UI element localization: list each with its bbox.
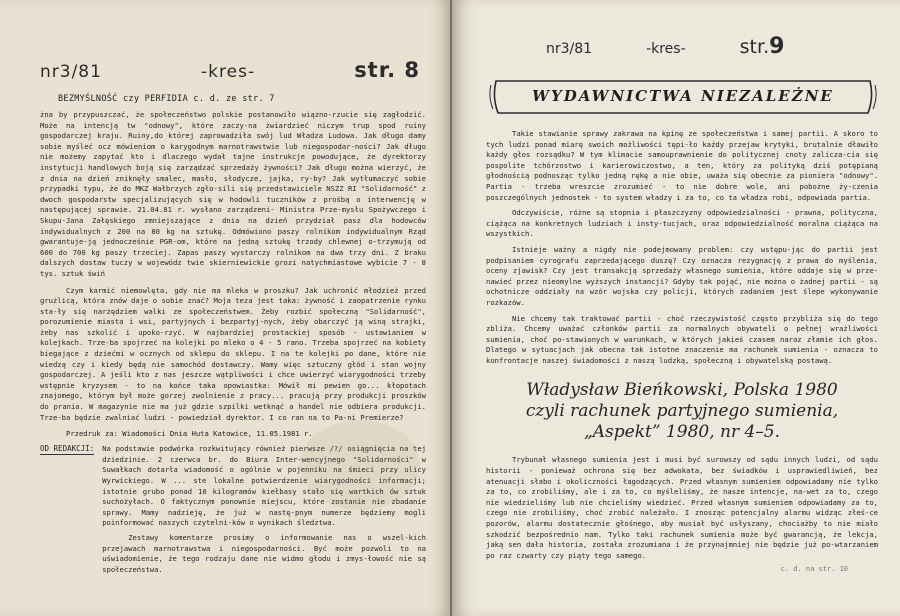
right-paragraph-4: Nie chcemy tak traktować partii - choć rzeczywistość często przybliża się do tego zbliża. Chcemy uważać członków partii za normalnych obywateli o pełnej wrażliwości sumienia, choć po-stawionych w warunkach, w których jakieś czasem naraz złamie ich głos. Dlatego w sytuacjach jak obecna tak istotne znaczenie ma rachunek sumienia - oznacza to konfrontacje naszej świadomości z naszą ludzką, społeczną i obywatelską postawą. (486, 313, 878, 365)
book-reference (486, 380, 878, 443)
magazine-title: -kres- (646, 41, 686, 57)
issue-number: nr3/81 (40, 62, 102, 82)
issue-number: nr3/81 (546, 41, 593, 57)
editorial-text: Na podstawie podwórka rozkwitujący również pierwsze /?/ osiągnięcia na tej dziedzinie. 2 czerwca br. do Biura Inter-wencyjnego "Solidarności" w Suwałkach dotarła wiadomość o ogólnie w pojenniku na śmieci przy ulicy Wyrwickiego. W ... ste lokalne potwierdzenie wiarygodności informacji; istotnie grubo ponad 10 kilogramów kiełbasy stało się wartkich ów sztuk suchożyłach. O faktycznym ponownie miejscu, które zostanie nie zbadanie sprawy. Mamy nadzieję, że już w nastę-pnym numerze będziemy mogli poinformować naszych czytelni-ków o wynikach śledztwa. (102, 444, 426, 528)
editorial-label: OD REDAKCJI: (40, 444, 95, 454)
magazine-title: -kres- (201, 62, 256, 82)
article-paragraph: Czym karmić niemowlęta, gdy nie ma mleka w proszku? Jak uchronić młodzież przed grużlicą, która znów daje o sobie znać? Moja teza jest taka: żywność i zaopatrzenie rynku sta-ły się narzędziem walki ze społeczeństwem. Żeby rozbić społeczną "Solidarność", porozumienie miasta i wsi, partyjnych i bezpartyj-nych, żeby obarczyć ją winą strajki, żeby nas szkolić i upoko-rzyć. W najbardziej prostackiej sposób - ustawianiem w kolejkach. Trze-ba spojrzeć na kolejki po mleko o 4 - 5 rano. Trzeba spojrzeć na kobiety biegające z dziećmi w ocznych od sklepu do sklepu. I na te kolejki po dane, które nie wiedzą czy i kiedy będą nie samochód dostawczy. Wamy więc sztuczny głód i stan wojny gospodarczej. A jeśli kto z nas jeszcze wątpliwości i chce uwierzyć wiarygodności trzeby wstępnie kryzysem - to na końce taka opowiastka: Mówił mi pewien go... kłopotach znajomego, którym był może gorzej zwolnienie z pracy... pracują przy produkcji proszków do prania. W magazynie nie ma już gdzie szpilki wetknąć a handel nie odbiera produkcji. Trze-ba będzie zwalniać ludzi - powiedział dyrektor. I co ran na to Pa-ni Premierze? (40, 285, 426, 422)
right-page (452, 0, 900, 616)
right-paragraph-2: Odczywiście, różne są stopnia i płaszczyzny odpowiedzialności - prawna, polityczna, ciążąca na konkretnych ludziach i insty-tucjach, oraz odpowiedzialność moralna ciążąca na wszystkich. (486, 208, 878, 239)
right-paragraph-5: Trybunał własnego sumienia jest i musi być surowszy od sądu innych ludzi, od sądu historii - ponieważ ochrona się bez adwokata, bez świadków i usprawiedliwień, bez atenuacji słabo i okoliczności łagodzących. Przed własnym sumieniem odpowiadamy nie tylko za to, co zrobiliśmy, ale i za to, co myśleliśmy, że nasze intencje, na-wet za to, czego nie wiedzieliśmy lub nie chcieliśmy wiedzieć. Przed własnym sumieniem odpowiadamy za to, czego nie zrobiliśmy, choć zrobić należało. I znosząc potencjalny alarmu widząc złeś-ce pozorów, alarmu dostatecznie głośnego, aby musiał być usłyszany, chociażby to nie miało szkodzić bezpośrednio nam. Tylko taki rachunek sumienia może być gwarancją, że lekcja, jaką sen dała historia, została zrozumiana i że przynajmniej nie będzie już po-wtarzaniem po raz czwarty czy piąty tego samego. (486, 455, 878, 560)
paper-stain (300, 420, 420, 510)
page-num: 9 (769, 34, 785, 59)
left-page-header (40, 58, 426, 82)
continued-note: c. d. na str. 10 (780, 565, 848, 574)
book-author-line: Władysław Bieńkowski, Polska 1980 (526, 380, 838, 401)
section-banner (488, 73, 878, 119)
source-citation: Przedruk za: Wiadomości Dnia Huta Katowice, 11.05.1981 r. (66, 429, 313, 439)
page-prefix: str. (739, 36, 770, 58)
right-page-header (486, 34, 878, 59)
article-body: żna by przypuszczać, że społeczeństwo polskie postanowiło wiązno-rzucie się zagłodzić. Może na intencją tw "odnowy", które zaczy-na żwiardzieć niczym trup spod ruiny gospodarczej kraju. Ruiny,do której zaprowadziła swój lud Władza Ludowa. Jak długo damy sobie myśleć ocz mówieniom o karygodnym marnotrawstwie lub niegospodar-ności? Jak długo nie możemy zapytać kto i dlaczego wydał tajne instrukcje powodujące, że dyrektorzy instytucji handlowych boją się zarządzać sprzedaży żywności? Jak długo możnа wierzyć, że z dnia na dzień zniknęły smalec, masło, słodycze, jajka, ry-by? Jak wytłumaczyć sobie przypadki typu, że do MKZ Wałbrzych zgło-sili się przedstawiciele NSZZ RI "Solidarność" z dwoch gospodarstw specjalizujących się w hodowli tuczników z prośbą o interwencję w następującej sprawie. 21.04.81 r. wysłano zarządzeni- Ministra Prze-mysłu Spożywczego i Skupu-Jana Załęskiego zmniejszające z dnia na dzień przydział pasz dla hodowców indywidualnych z 200 na 80 kg na sztukę. Odmówiono paszy rolnikom indywidualnym Rząd gwarantuje-ją jednocześnie PGR-om, które na jedną sztukę trzody chlewnej o-trzymują od 600 do 700 kg paszy trzeciej. Zapas paszy wystarczy rolnikom na dwa trzy dni. Z braku dalszych dostaw tuczy w wojewódz twie skierniewickie grozi natychmiastowe wybicie 7 - 8 tys. sztuk świń (40, 110, 426, 278)
right-paragraph-1: Takie stawianie sprawy zakrawa na kpinę ze społeczeństwa i samej partii. A skoro to tych ludzi ponad miarę swoich możliwości tępi-ło każdy przejaw krytyki, brutalnie dławiło każdy głos rozsądku? W tym klimacie samouprawnienie do politycznej cnoty zalicza-cia się pospolite tchórzostwo i karierowiczostwo, a ten, który za polityką dziś potępianą głodnością podnosząc tylko jedną rękę a nie obie, uważa się obecnie za pioniera "odnowy". Partia - trzeba wreszcie zrozumieć - to nie dobre wole, ani pobożne ży-czenia poszczególnych jednostek - to system władzy i za to, co ta władza robi, odpowiada partia. (486, 129, 878, 202)
page-number (740, 34, 785, 59)
page-number: str. 8 (354, 58, 420, 82)
section-title: WYDAWNICTWA NIEZALEŻNE (532, 87, 834, 105)
book-subtitle-line: czyli rachunek partyjnego sumienia, (525, 401, 839, 422)
editorial-text-2: Zestawy komentarze prosimy o informowanie nas o wszel-kich przejawach marnotrawstwa i niegospodarności. Być może pozwoli to na uświadomienie, że tego rodzaju dane nie widmo głodu i zmys-łowość nie są społeczeństwa. (102, 532, 426, 574)
right-paragraph-3: Istnieje ważny a nigdy nie podejmowany problem: czy wstępu-jąc do partii jest podpisaniem cyrografu zaprzedającego duszę? Czy oznacza rezygnację z prawa do myślenia, oceny zjawisk? Czy jest transakcją sprzedaży własnego sumienia, które oddaje się w prze-nawieć przez nieomylne wyższych instancji? Gdyby tak pojąć, nie można o żadnej partii - są ochotnicze oddziały na wzór wojska czy policji, których zadaniem jest ślepe wykonywanie rozkazów. (486, 244, 878, 307)
book-source-line: „Aspekt” 1980, nr 4–5. (583, 422, 781, 443)
article-title: BEZMYŚLNOŚĆ czy PERFIDIA c. d. ze str. 7 (58, 94, 275, 104)
